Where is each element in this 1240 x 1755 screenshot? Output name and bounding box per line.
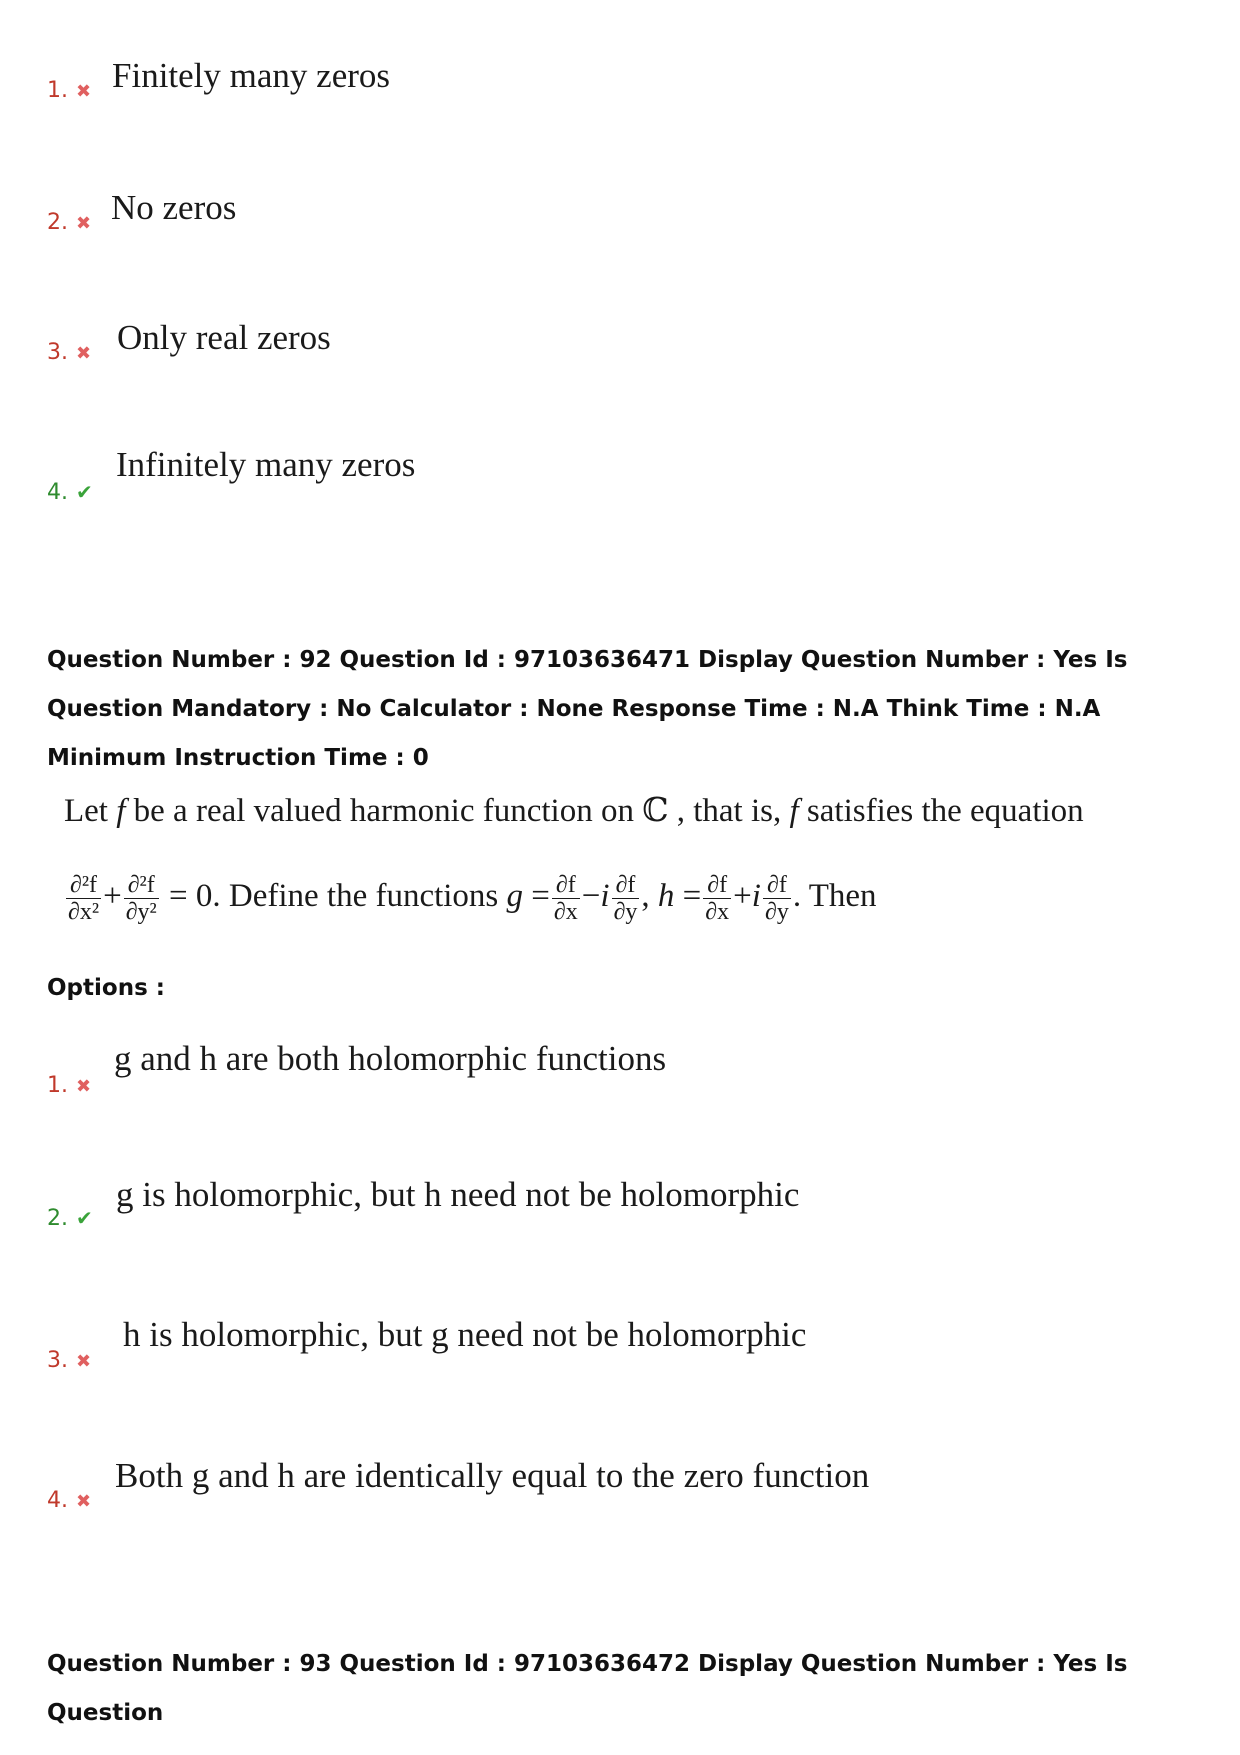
option-number: 1. ✖ xyxy=(47,78,92,103)
option-number: 3. ✖ xyxy=(47,1348,92,1373)
option-number: 2. ✖ xyxy=(47,210,92,235)
cross-icon: ✖ xyxy=(76,343,92,364)
fraction-d2f-dx2: $\frac{\text{∂²f}}{\text{∂x²}}$ xyxy=(68,872,100,925)
check-icon: ✔ xyxy=(76,480,93,504)
fraction-d2f-dy2: $\frac{\text{∂²f}}{\text{∂y²}}$ xyxy=(125,872,157,925)
option-text: Both g and h are identically equal to the zero function xyxy=(115,1456,870,1495)
option-text: Infinitely many zeros xyxy=(116,445,416,484)
cross-icon: ✖ xyxy=(76,1076,92,1097)
options-label: Options : xyxy=(47,975,165,1001)
fraction-df-dy: $\frac{\partial f}{\partial y}$ xyxy=(764,872,789,925)
cross-icon: ✖ xyxy=(76,81,92,102)
option-text: g and h are both holomorphic functions xyxy=(114,1039,667,1078)
fraction-df-dy: $\frac{\partial f}{\partial y}$ xyxy=(613,872,638,925)
question-stem-line-2: $\frac{\text{∂²f}}{\text{∂x²}}$ + $\frac{\text{∂²f}}{\text{∂y²}}$ = 0. Define the functions g = $\frac{\partial f}{\partial x}$ −i $\frac{\partial f}{\partial y}$ , h = $\frac{\partial f}{\partial x}$ +i $\frac{\partial f}{\partial y}$ . Then xyxy=(68,872,877,925)
option-text: Finitely many zeros xyxy=(112,56,391,95)
option-text: h is holomorphic, but g need not be holomorphic xyxy=(123,1315,807,1354)
question-meta: Question Number : 93 Question Id : 97103636472 Display Question Number : Yes Is Question xyxy=(47,1651,1128,1726)
question-stem-line-1: Let f be a real valued harmonic function on ℂ , that is, f satisfies the equation xyxy=(64,793,1084,829)
question-meta: Question Number : 92 Question Id : 97103636471 Display Question Number : Yes Is Question Mandatory : No Calculator : None Response Time : N.A Think Time : N.A Minimum Instruction Time : 0 xyxy=(47,647,1128,771)
option-number: 2. ✔ xyxy=(47,1206,93,1231)
option-text: Only real zeros xyxy=(117,318,331,357)
cross-icon: ✖ xyxy=(76,213,92,234)
option-number: 3. ✖ xyxy=(47,340,92,365)
option-text: g is holomorphic, but h need not be holomorphic xyxy=(116,1175,800,1214)
option-number: 4. ✖ xyxy=(47,1488,92,1513)
cross-icon: ✖ xyxy=(76,1351,92,1372)
option-number: 4. ✔ xyxy=(47,480,93,505)
option-text: No zeros xyxy=(111,188,237,227)
fraction-df-dx: $\frac{\partial f}{\partial x}$ xyxy=(553,872,578,925)
check-icon: ✔ xyxy=(76,1206,93,1230)
cross-icon: ✖ xyxy=(76,1491,92,1512)
fraction-df-dx: $\frac{\partial f}{\partial x}$ xyxy=(705,872,730,925)
option-number: 1. ✖ xyxy=(47,1073,92,1098)
